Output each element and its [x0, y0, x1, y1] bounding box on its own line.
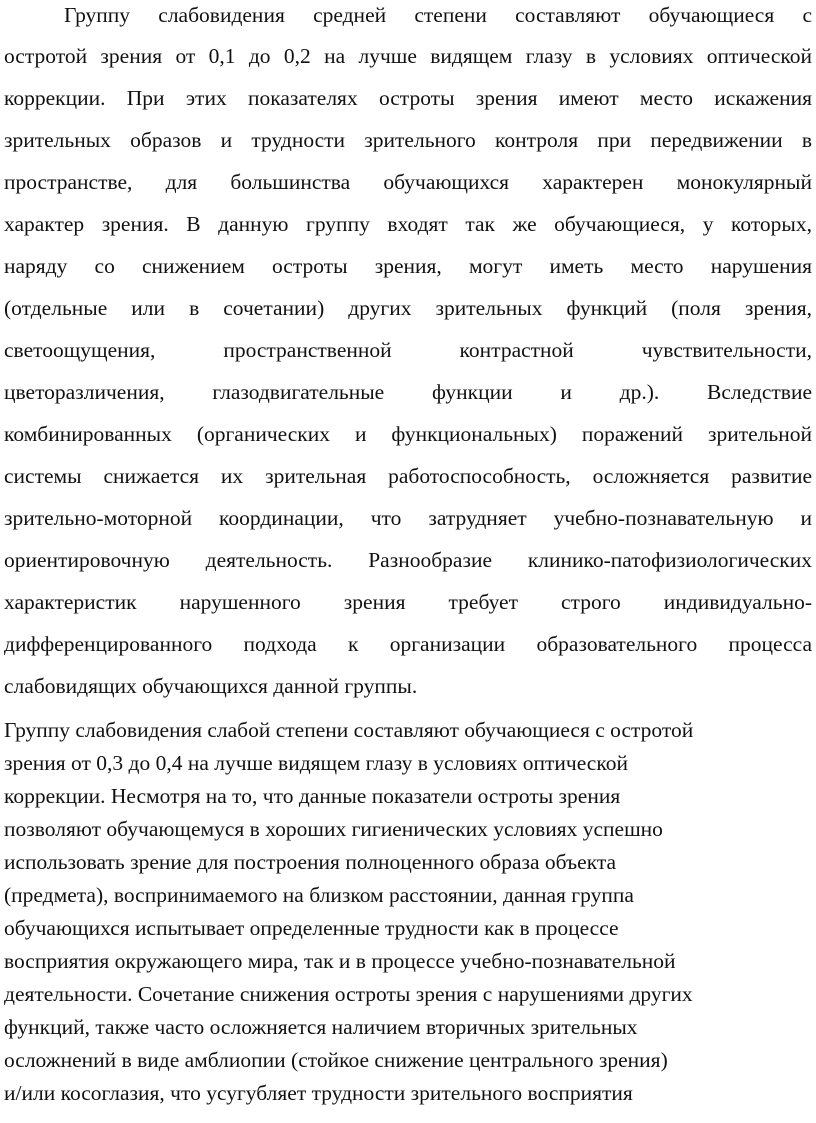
paragraph-1-line: остротой зрения от 0,1 до 0,2 на лучше видящем глазу в условиях оптической: [4, 44, 812, 68]
paragraph-1-line: зрительных образов и трудности зрительного контроля при передвижении в: [4, 128, 812, 152]
paragraph-1-line: комбинированных (органических и функциональных) поражений зрительной: [4, 422, 812, 446]
paragraph-2-line: функций, также часто осложняется наличием вторичных зрительных: [4, 1015, 638, 1039]
paragraph-2-line: обучающихся испытывает определенные трудности как в процессе: [4, 916, 619, 940]
paragraph-1-line: характеристик нарушенного зрения требует строго индивидуально-: [4, 590, 812, 614]
paragraph-1-line: Группу слабовидения средней степени составляют обучающиеся с: [64, 3, 812, 27]
paragraph-2-line: коррекции. Несмотря на то, что данные показатели остроты зрения: [4, 784, 621, 808]
paragraph-1-line: светоощущения, пространственной контрастной чувствительности,: [4, 338, 812, 362]
paragraph-1-line: дифференцированного подхода к организации образовательного процесса: [4, 632, 812, 656]
paragraph-1-line: ориентировочную деятельность. Разнообразие клинико-патофизиологических: [4, 548, 812, 572]
paragraph-1-line: наряду со снижением остроты зрения, могут иметь место нарушения: [4, 254, 812, 278]
paragraph-2-line: (предмета), воспринимаемого на близком расстоянии, данная группа: [4, 883, 634, 907]
paragraph-1-line: цветоразличения, глазодвигательные функции и др.). Вследствие: [4, 380, 812, 404]
paragraph-1-line: зрительно-моторной координации, что затрудняет учебно-познавательную и: [4, 506, 812, 530]
paragraph-1-line: системы снижается их зрительная работоспособность, осложняется развитие: [4, 464, 812, 488]
paragraph-2-line: позволяют обучающемуся в хороших гигиенических условиях успешно: [4, 817, 663, 841]
paragraph-2-line: и/или косоглазия, что усугубляет трудности зрительного восприятия: [4, 1081, 633, 1105]
paragraph-2-line: зрения от 0,3 до 0,4 на лучше видящем глазу в условиях оптической: [4, 751, 628, 775]
paragraph-1-line: коррекции. При этих показателях остроты зрения имеют место искажения: [4, 86, 812, 110]
paragraph-1-line: (отдельные или в сочетании) других зрительных функций (поля зрения,: [4, 296, 812, 320]
paragraph-1-line: слабовидящих обучающихся данной группы.: [4, 674, 418, 698]
paragraph-2-line: осложнений в виде амблиопии (стойкое снижение центрального зрения): [4, 1048, 668, 1072]
paragraph-2-line: восприятия окружающего мира, так и в процессе учебно-познавательной: [4, 949, 676, 973]
paragraph-1-line: характер зрения. В данную группу входят так же обучающиеся, у которых,: [4, 212, 812, 236]
paragraph-2-line: Группу слабовидения слабой степени составляют обучающиеся с остротой: [4, 718, 694, 742]
paragraph-2-line: деятельности. Сочетание снижения остроты зрения с нарушениями других: [4, 982, 693, 1006]
paragraph-1-line: пространстве, для большинства обучающихся характерен монокулярный: [4, 170, 812, 194]
paragraph-2-line: использовать зрение для построения полноценного образа объекта: [4, 850, 617, 874]
